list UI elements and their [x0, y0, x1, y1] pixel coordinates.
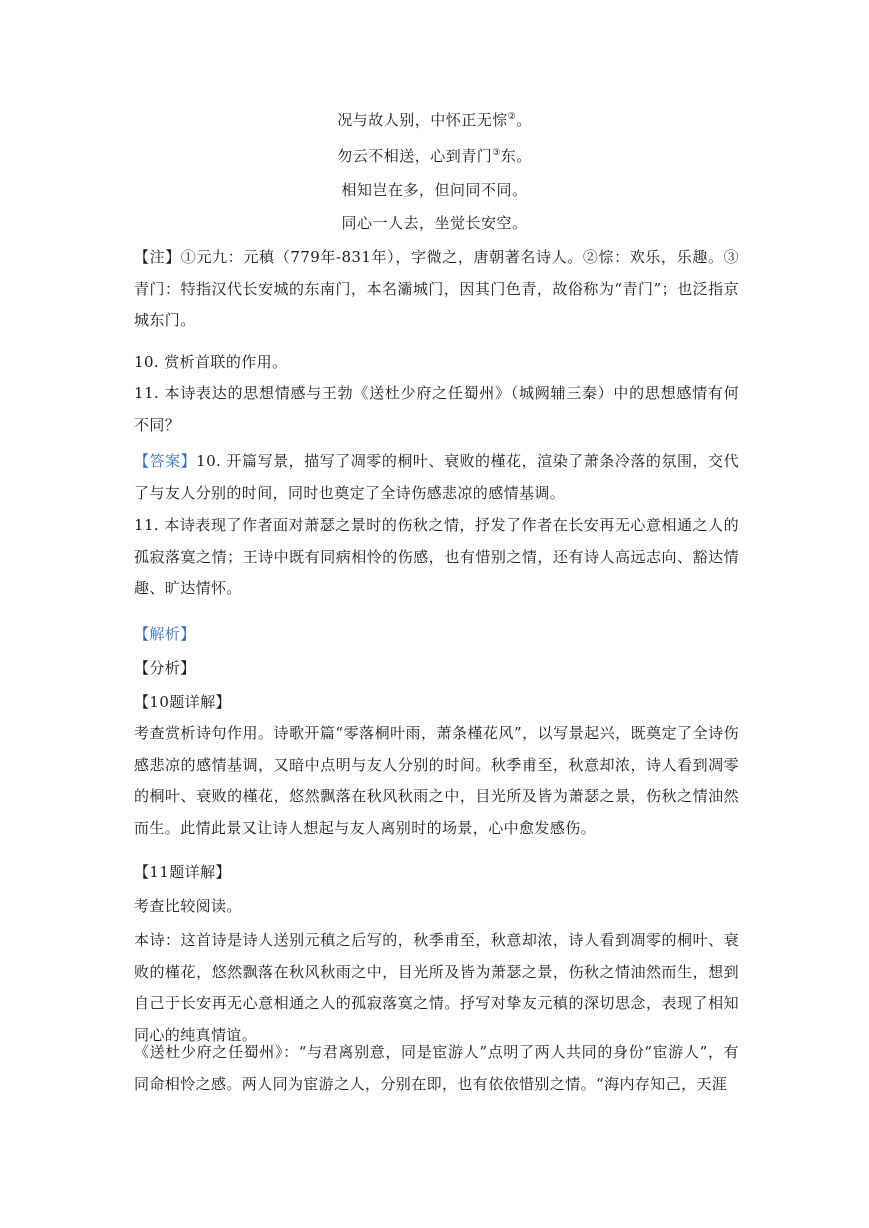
answer-11: 11. 本诗表现了作者面对萧瑟之景时的伤秋之情，抒发了作者在长安再无心意相通之人的孤寂落寞之情；王诗中既有同病相怜的伤感，也有惜别之情，还有诗人高远志向、豁达情趣、旷达情怀。 [134, 516, 739, 597]
footnote-marker-2: ② [507, 112, 517, 122]
detail-10-text: 考查赏析诗句作用。诗歌开篇“零落桐叶雨，萧条槿花风”，以写景起兴，既奠定了全诗伤感悲凉的感情基调，又暗中点明与友人分别的时间。秋季甫至，秋意却浓，诗人看到凋零的桐叶、衰败的槿花，悠然飘落在秋风秋雨之中，目光所及皆为萧瑟之景，伤秋之情油然而生。此情此景又让诗人想起与友人离别时的场景，心中愈发感伤。 [134, 724, 739, 837]
fenxi-label: 【分析】 [134, 659, 196, 677]
detail-11-paragraph-1: 本诗：这首诗是诗人送别元稹之后写的，秋季甫至，秋意却浓，诗人看到凋零的桐叶、衰败的槿花，悠然飘落在秋风秋雨之中，目光所及皆为萧瑟之景，伤秋之情油然而生，想到自己于长安再无心意相通之人的孤寂落寞之情。抒写对挚友元稹的深切思念，表现了相知同心的纯真情谊。 [134, 931, 739, 1044]
poem-line-2: 勿云不相送，心到青门③东。 [337, 147, 532, 165]
annotation-note: 【注】①元九：元稹（779年-831年），字微之，唐朝著名诗人。②悰：欢乐，乐趣。③青门：特指汉代长安城的东南门，本名灞城门，因其门色青，故俗称为“青门”；也泛指京城东门。 [134, 248, 739, 329]
question-10: 10. 赏析首联的作用。 [134, 353, 288, 371]
question-11: 11. 本诗表达的思想情感与王勃《送杜少府之任蜀州》（城阙辅三秦）中的思想感情有何不同？ [134, 384, 739, 434]
poem-line-3: 相知岂在多，但问同不同。 [341, 181, 528, 199]
detail-11-label: 【11题详解】 [134, 863, 231, 881]
poem-line-1: 况与故人别，中怀正无悰②。 [337, 111, 532, 129]
detail-10-label: 【10题详解】 [134, 693, 231, 711]
answer-10: 【答案】10. 开篇写景，描写了凋零的桐叶、衰败的槿花，渲染了萧条冷落的氛围，交代了与友人分别的时间，同时也奠定了全诗伤感悲凉的感情基调。 [134, 452, 739, 502]
answer-label: 【答案】 [134, 452, 197, 470]
footnote-marker-3: ③ [492, 148, 501, 158]
poem-line-4: 同心一人去，坐觉长安空。 [341, 214, 528, 232]
detail-11-intro: 考查比较阅读。 [134, 897, 242, 915]
detail-11-paragraph-2: 《送杜少府之任蜀州》：“与君离别意，同是宦游人”点明了两人共同的身份“宦游人”，有同命相怜之感。两人同为宦游之人，分别在即，也有依依惜别之情。“海内存知己，天涯 [134, 1043, 739, 1093]
analysis-label: 【解析】 [134, 625, 196, 643]
